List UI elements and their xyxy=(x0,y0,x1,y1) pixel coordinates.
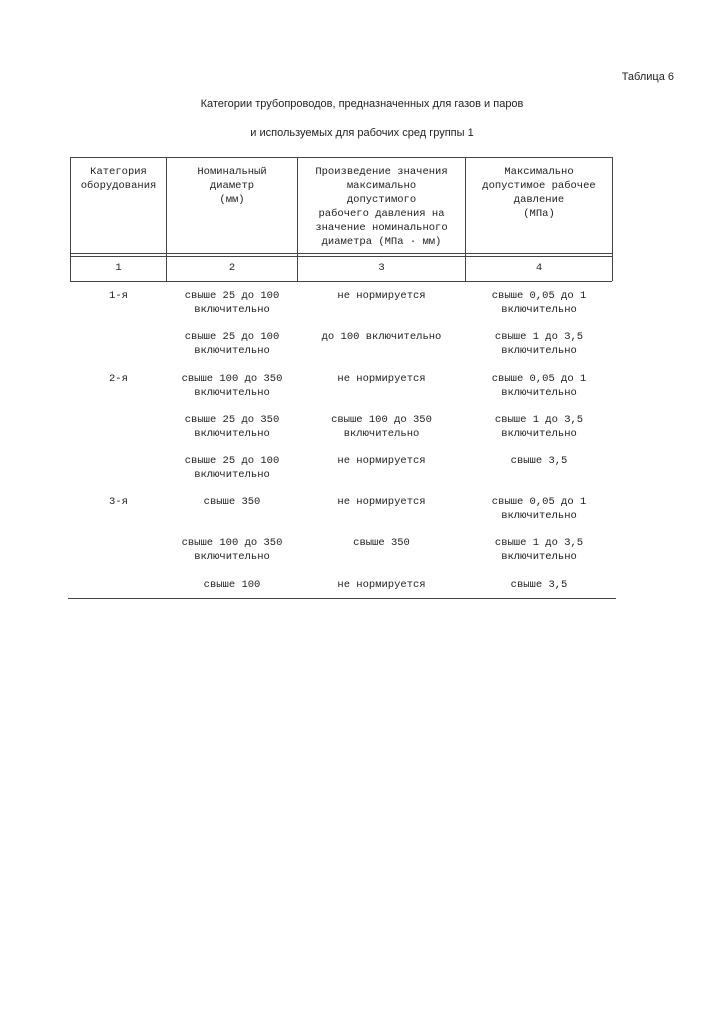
row-product: не нормируется xyxy=(337,290,426,302)
row-pressure: свыше 0,05 до 1 включительно xyxy=(491,496,587,522)
row-pressure: свыше 1 до 3,5 включительно xyxy=(494,537,584,563)
row-pressure: свыше 0,05 до 1 включительно xyxy=(491,373,587,399)
table-top-border xyxy=(70,157,612,158)
column-number-4: 4 xyxy=(535,262,543,274)
row-product: не нормируется xyxy=(337,579,426,591)
column-numbers-bottom-border xyxy=(70,281,612,282)
row-product: свыше 100 до 350 включительно xyxy=(331,414,432,440)
header-bottom-border xyxy=(70,253,612,254)
row-diameter: свыше 100 до 350 включительно xyxy=(181,373,283,399)
column-number-2: 2 xyxy=(228,262,236,274)
header-pressure-diameter-product: Произведение значения максимально допустимого рабочего давления на значение номинального диаметра (МПа · мм) xyxy=(315,166,448,248)
table-title-line-2: и используемых для рабочих сред группы 1 xyxy=(250,127,474,139)
header-category: Категория оборудования xyxy=(80,166,157,192)
row-product: не нормируется xyxy=(337,455,426,467)
table-bottom-border xyxy=(68,598,616,599)
row-pressure: свыше 1 до 3,5 включительно xyxy=(494,331,584,357)
table-number-label: Таблица 6 xyxy=(621,71,674,83)
row-diameter: свыше 25 до 100 включительно xyxy=(184,331,280,357)
header-bottom-border-double xyxy=(70,256,612,257)
row-pressure: свыше 3,5 xyxy=(510,455,568,467)
column-number-3: 3 xyxy=(378,262,385,274)
row-diameter: свыше 25 до 100 включительно xyxy=(184,455,280,481)
row-category: 1-я xyxy=(109,290,128,302)
row-diameter: свыше 100 до 350 включительно xyxy=(181,537,283,563)
row-product: не нормируется xyxy=(337,373,426,385)
table-title-line-1: Категории трубопроводов, предназначенных для газов и паров xyxy=(200,98,524,110)
row-category: 3-я xyxy=(109,496,128,508)
row-product: свыше 350 xyxy=(353,537,410,549)
row-pressure: свыше 1 до 3,5 включительно xyxy=(494,414,584,440)
header-nominal-diameter: Номинальный диаметр (мм) xyxy=(197,166,267,206)
row-diameter: свыше 25 до 100 включительно xyxy=(184,290,280,316)
row-category: 2-я xyxy=(109,373,128,385)
row-product: до 100 включительно xyxy=(321,331,442,343)
row-product: не нормируется xyxy=(337,496,426,508)
header-max-pressure: Максимально допустимое рабочее давление (МПа) xyxy=(482,166,596,220)
row-pressure: свыше 3,5 xyxy=(510,579,568,591)
table-right-border xyxy=(612,157,613,281)
row-diameter: свыше 100 xyxy=(203,579,261,591)
row-pressure: свыше 0,05 до 1 включительно xyxy=(491,290,587,316)
row-diameter: свыше 350 xyxy=(203,496,261,508)
column-number-1: 1 xyxy=(115,262,122,274)
row-diameter: свыше 25 до 350 включительно xyxy=(184,414,280,440)
